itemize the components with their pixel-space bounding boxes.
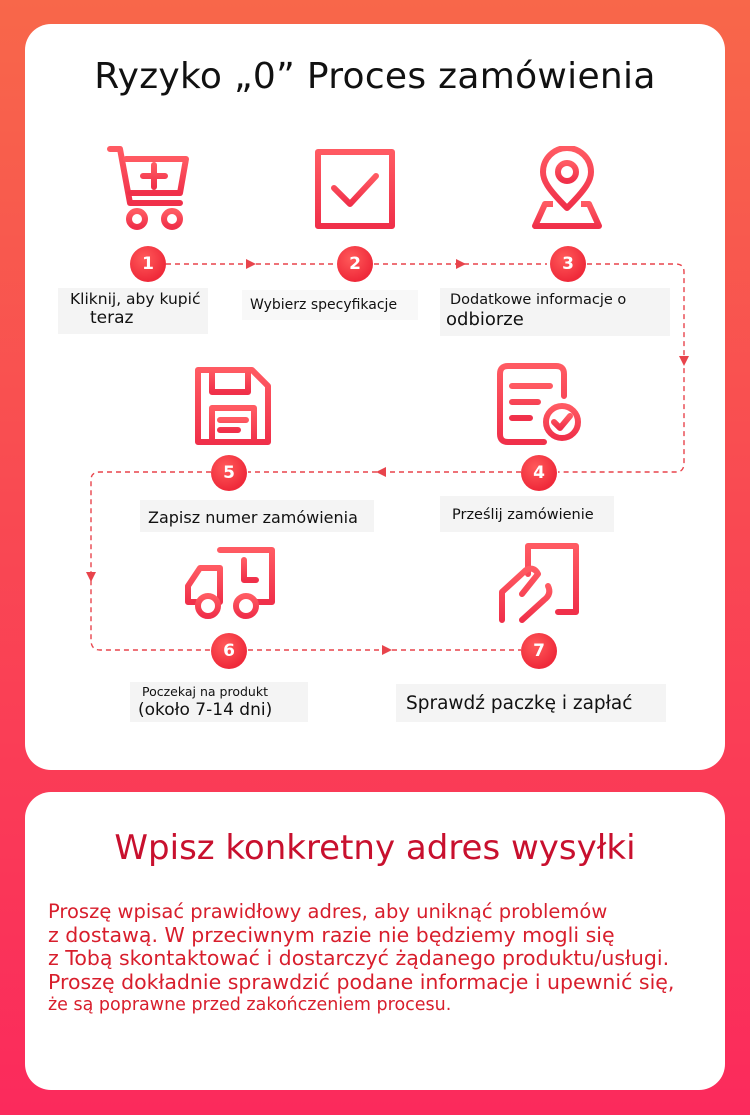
package-hand-icon <box>498 538 588 628</box>
address-title: Wpisz konkretny adres wysyłki <box>114 828 636 868</box>
process-title: Ryzyko „0” Proces zamówienia <box>94 56 656 97</box>
instruction-line: z dostawą. W przeciwnym razie nie będziemy mogli się <box>48 922 615 947</box>
step-6-label: Poczekaj na produkt (około 7-14 dni) <box>130 682 308 722</box>
cart-add-icon <box>104 143 194 233</box>
save-floppy-icon <box>188 362 278 452</box>
instruction-line: Proszę dokładnie sprawdzić podane informacje i upewnić się, <box>48 969 675 994</box>
step-2-label: Wybierz specyfikacje <box>242 290 418 320</box>
step-1-label: Kliknij, aby kupić teraz <box>58 288 208 334</box>
step-4-badge: 4 <box>521 455 557 491</box>
location-pin-icon <box>525 146 615 236</box>
order-process-card <box>25 24 725 770</box>
step-1-badge: 1 <box>130 246 166 282</box>
step-7-label: Sprawdź paczkę i zapłać <box>396 684 666 722</box>
step-5-badge: 5 <box>211 455 247 491</box>
instruction-line: Proszę wpisać prawidłowy adres, aby uniknąć problemów <box>48 900 608 923</box>
step-2-badge: 2 <box>337 246 373 282</box>
instruction-line: że są poprawne przed zakończeniem procesu. <box>48 995 452 1015</box>
step-3-badge: 3 <box>550 246 586 282</box>
step-6-badge: 6 <box>211 633 247 669</box>
step-4-label: Prześlij zamówienie <box>440 496 614 532</box>
address-instructions <box>48 900 728 1018</box>
document-check-icon <box>494 362 584 452</box>
step-7-badge: 7 <box>521 633 557 669</box>
step-5-label: Zapisz numer zamówienia <box>140 500 374 532</box>
delivery-truck-icon <box>182 540 278 630</box>
instruction-line: z Tobą skontaktować i dostarczyć żądanego produktu/usługi. <box>48 946 670 970</box>
step-3-label: Dodatkowe informacje o odbiorze <box>440 288 670 336</box>
checkbox-icon <box>310 148 400 238</box>
